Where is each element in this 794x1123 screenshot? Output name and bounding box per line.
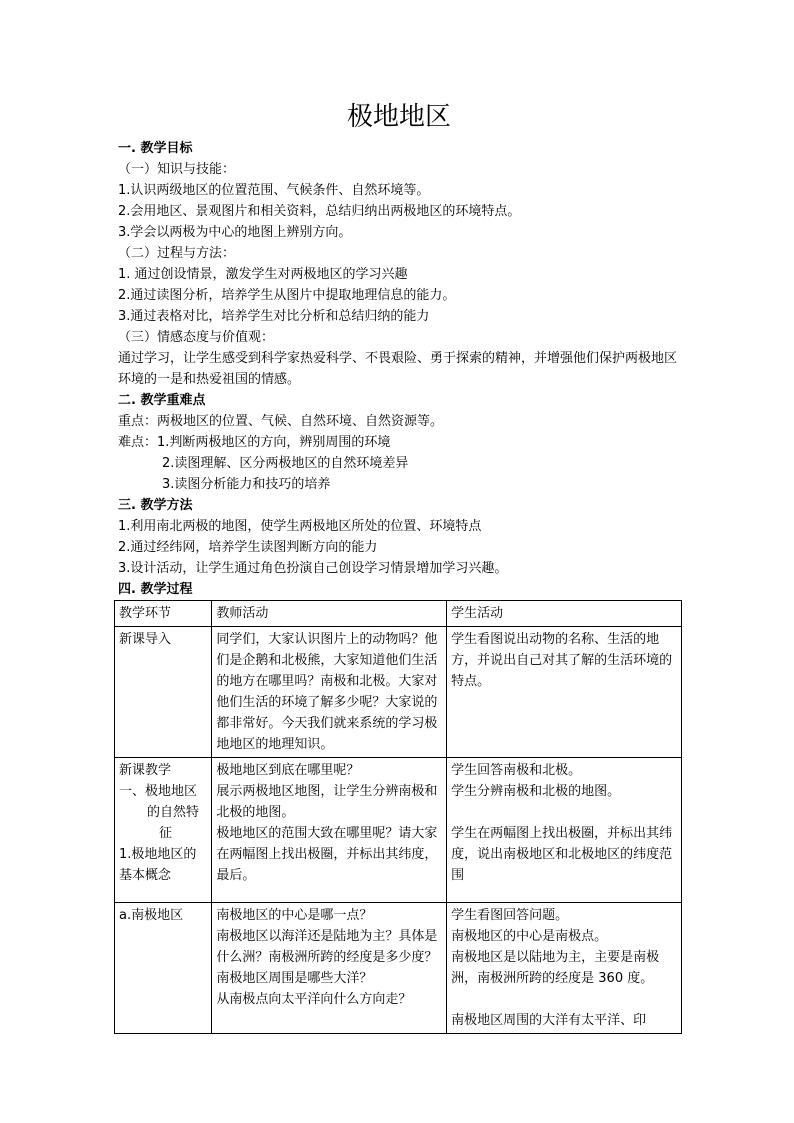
- student-line: 学生在两幅图上找出极圈，并标出其纬度，说出南极地区和北极地区的纬度范围: [451, 826, 673, 883]
- teacher-line: 极地地区的范围大致在哪里呢？请大家在两幅图上找出极圈，并标出其纬度，最后。: [216, 826, 438, 883]
- text-line: 2.会用地区、景观图片和相关资料，总结归纳出两极地区的环境特点。: [118, 204, 521, 219]
- text-line: 难点：1.判断两极地区的方向，辨别周围的环境: [118, 435, 391, 450]
- text-line: 2.通过读图分析，培养学生从图片中提取地理信息的能力。: [118, 288, 456, 303]
- page-title: 极地地区: [346, 102, 451, 132]
- table-cell-student: [447, 903, 682, 1034]
- student-line: 学生回答南极和北极。: [451, 763, 582, 778]
- section-heading-process: 四. 教学过程: [118, 582, 193, 597]
- table-cell-stage: [115, 758, 212, 903]
- section-heading-methods: 三. 教学方法: [118, 498, 193, 513]
- table-cell-teacher: 同学们，大家认识图片上的动物吗？他们是企鹅和北极熊，大家知道他们生活的地方在哪里吗？南极和北极。大家对他们生活的环境了解多少呢？大家说的都非常好。今天我们就来系统的学习极地地区的地理知识。: [212, 627, 447, 758]
- text-line: 3.学会以两极为中心的地图上辨别方向。: [118, 225, 352, 240]
- text-line: 3.读图分析能力和技巧的培养: [162, 477, 331, 492]
- teacher-line: 南极地区的中心是哪一点？: [216, 908, 373, 923]
- student-line: 学生分辨南极和北极的地图。: [451, 784, 621, 799]
- table-row: [115, 758, 682, 903]
- text-line: 1.认识两级地区的位置范围、气候条件、自然环境等。: [118, 183, 430, 198]
- table-row: [115, 903, 682, 1034]
- student-line: 南极地区是以陆地为主，主要是南极洲，南极洲所跨的经度是 360 度。: [451, 950, 660, 986]
- table-header-cell: 教师活动: [212, 601, 447, 627]
- table-cell-student: [447, 758, 682, 903]
- teacher-line: 展示两极地区地图，让学生分辨南极和北极的地图。: [216, 784, 438, 820]
- student-line: 南极地区的中心是南极点。: [451, 929, 608, 944]
- text-line: 1.利用南北两极的地图，使学生两极地区所处的位置、环境特点: [118, 519, 482, 534]
- subheading-process: （二）过程与方法：: [118, 246, 236, 261]
- table-cell-stage: 新课导入: [115, 627, 212, 758]
- text-line: 3.通过表格对比，培养学生对比分析和总结归纳的能力: [118, 309, 430, 324]
- subheading-emotion: （三）情感态度与价值观：: [118, 330, 275, 345]
- stage-line: 一、极地地区: [119, 784, 198, 799]
- text-line: 2.通过经纬网，培养学生读图判断方向的能力: [118, 540, 378, 555]
- spacer: [451, 989, 677, 1010]
- text-line: 重点：两极地区的位置、气候、自然环境、自然资源等。: [118, 414, 444, 429]
- stage-line: 1.极地地区的基本概念: [119, 847, 197, 883]
- text-paragraph: 通过学习，让学生感受到科学家热爱科学、不畏艰险、勇于探索的精神，并增强他们保护两极地区环境的一是和热爱祖国的情感。: [118, 351, 678, 387]
- stage-line: 的自然特: [147, 805, 200, 820]
- text-line: 1. 通过创设情景，激发学生对两极地区的学习兴趣: [118, 267, 408, 282]
- table-row: [115, 627, 682, 758]
- stage-line: 征: [159, 826, 173, 841]
- teaching-process-table: [114, 600, 682, 1034]
- document-page: [118, 100, 680, 1034]
- table-cell-teacher: [212, 903, 447, 1034]
- table-cell-teacher: [212, 758, 447, 903]
- section-heading-objectives: 一. 教学目标: [118, 141, 193, 156]
- student-line: 南极地区周围的大洋有太平洋、印: [451, 1013, 647, 1028]
- text-line: 3.设计活动，让学生通过角色扮演自己创设学习情景增加学习兴趣。: [118, 561, 508, 576]
- student-line: 学生看图回答问题。: [451, 908, 569, 923]
- teacher-line: 南极地区周围是哪些大洋？: [216, 971, 373, 986]
- table-header-row: [115, 601, 682, 627]
- table-cell-stage: a.南极地区: [115, 903, 212, 1034]
- spacer: [451, 802, 677, 823]
- text-line: 2.读图理解、区分两极地区的自然环境差异: [162, 456, 409, 471]
- section-heading-key-points: 二. 教学重难点: [118, 393, 206, 408]
- teacher-line: 从南极点向太平洋向什么方向走？: [216, 992, 412, 1007]
- table-header-cell: 教学环节: [115, 601, 212, 627]
- table-header-cell: 学生活动: [447, 601, 682, 627]
- stage-line: 新课教学: [119, 763, 172, 778]
- table-cell-student: 学生看图说出动物的名称、生活的地方，并说出自己对其了解的生活环境的特点。: [447, 627, 682, 758]
- teacher-line: 极地地区到底在哪里呢？: [216, 763, 360, 778]
- subheading-knowledge: （一）知识与技能：: [118, 162, 236, 177]
- teacher-line: 南极地区以海洋还是陆地为主？具体是什么洲？南极洲所跨的经度是多少度？: [216, 929, 438, 965]
